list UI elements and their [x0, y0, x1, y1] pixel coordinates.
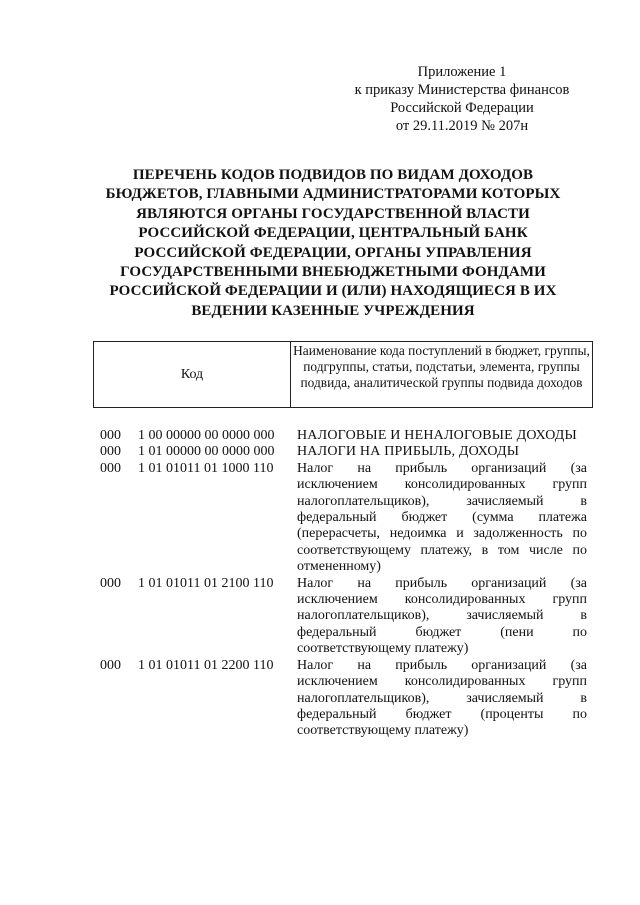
attachment-order: к приказу Министерства финансов: [354, 82, 570, 98]
income-code: 1 01 01011 01 2200 110: [138, 657, 274, 673]
income-code: 1 01 01011 01 2100 110: [138, 575, 274, 591]
admin-code: 000: [100, 444, 121, 460]
income-name: НАЛОГОВЫЕ И НЕНАЛОГОВЫЕ ДОХОДЫ: [297, 428, 577, 443]
income-name: НАЛОГИ НА ПРИБЫЛЬ, ДОХОДЫ: [297, 444, 520, 460]
attachment-number: Приложение 1: [417, 64, 507, 80]
income-code: 1 01 01011 01 1000 110: [138, 460, 274, 476]
income-code: 1 01 00000 00 0000 000: [138, 444, 275, 460]
income-code: 1 00 00000 00 0000 000: [138, 428, 275, 443]
table-body: [0, 428, 640, 740]
table-row: [0, 658, 640, 740]
header-code: Код: [94, 342, 291, 407]
attachment-date: от 29.11.2019 № 207н: [395, 118, 529, 134]
attachment-block: [352, 63, 572, 135]
document-title: ПЕРЕЧЕНЬ КОДОВ ПОДВИДОВ ПО ВИДАМ ДОХОДОВ БЮДЖЕТОВ, ГЛАВНЫМИ АДМИНИСТРАТОРАМИ КОТОРЫХ ЯВЛЯЮТСЯ ОРГАНЫ ГОСУДАРСТВЕННОЙ ВЛАСТИ РОССИЙСКОЙ ФЕДЕРАЦИИ, ЦЕНТРАЛЬНЫЙ БАНК РОССИЙСКОЙ ФЕДЕРАЦИИ, ОРГАНЫ УПРАВЛЕНИЯ ГОСУДАРСТВЕННЫМИ ВНЕБЮДЖЕТНЫМИ ФОНДАМИ РОССИЙСКОЙ ФЕДЕРАЦИИ И (ИЛИ) НАХОДЯЩИЕСЯ В ИХ ВЕДЕНИИ КАЗЕННЫЕ УЧРЕЖДЕНИЯ: [105, 167, 561, 319]
income-name: Налог на прибыль организаций (за исключением консолидированных групп налогоплательщиков), зачисляемый в федеральный бюджет (проценты по соответствующему платежу): [297, 657, 587, 739]
income-name: Налог на прибыль организаций (за исключением консолидированных групп налогоплательщиков), зачисляемый в федеральный бюджет (пени по соответствующему платежу): [297, 575, 587, 657]
admin-code: 000: [100, 657, 121, 673]
table-row: [0, 444, 640, 460]
table-header: [93, 341, 593, 408]
table-row: [0, 428, 640, 444]
admin-code: 000: [100, 460, 121, 476]
table-row: [0, 461, 640, 576]
admin-code: 000: [100, 575, 121, 591]
table-row: [0, 576, 640, 658]
header-name: Наименование кода поступлений в бюджет, группы, подгруппы, статьи, подстатьи, элемента, группы подвида, аналитической группы подвида доходов: [293, 343, 590, 390]
income-name: Налог на прибыль организаций (за исключением консолидированных групп налогоплательщиков), зачисляемый в федеральный бюджет (сумма платежа (перерасчеты, недоимка и задолженность по соответствующему платежу, в том числе по отмененному): [297, 460, 587, 575]
attachment-country: Российской Федерации: [390, 100, 534, 116]
admin-code: 000: [100, 428, 121, 443]
